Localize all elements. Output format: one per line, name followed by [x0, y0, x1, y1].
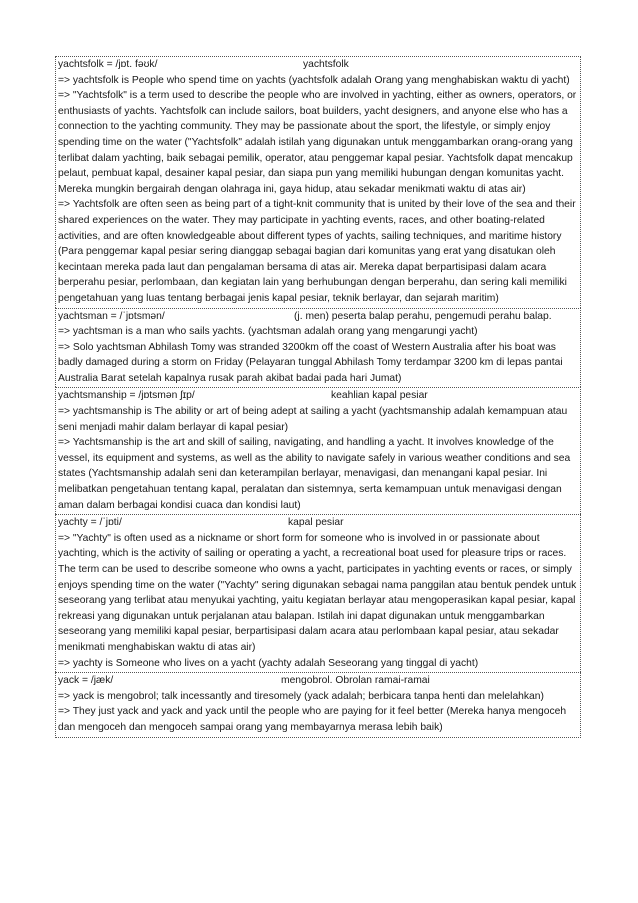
definition-paragraph: => "Yachtsfolk" is a term used to describe the people who are involved in yachting, either as owners, operators, or enthusiasts of yachts. Yachtsfolk can include sailors, boat builders, yacht designers, and anyone else who has a connection to the yachting community. They may be passionate about the sport, the lifestyle, or simply enjoy spending time on the water ("Yachtsfolk" adalah istilah yang digunakan untuk menggambarkan orang-orang yang terlibat dalam yachting, baik sebagai pemilik, operator, atau penggemar kapal pesiar. Yachtsfolk dapat mencakup pelaut, pembuat kapal, desainer kapal pesiar, dan siapa pun yang memiliki hubungan dengan komunitas yacht. Mereka mungkin bergairah dengan olahraga ini, gaya hidup, atau sekadar menikmati waktu di atas air): [58, 90, 577, 195]
translation: keahlian kapal pesiar: [331, 390, 428, 402]
definition-paragraph: => Yachtsfolk are often seen as being part of a tight-knit community that is united by their love of the sea and their shared experiences on the water. They may participate in yachting events, races, and other boating-related activities, and are often knowledgeable about different types of yachts, sailing techniques, and maritime history (Para penggemar kapal pesiar sering dianggap sebagai bagian dari komunitas yang erat yang disatukan oleh kecintaan mereka pada laut dan pengalaman bersama di atas air. Mereka dapat berpartisipasi dalam acara berperahu pesiar, perlombaan, dan kegiatan lain yang berhubungan dengan berperahu, dan sering kali memiliki pengetahuan yang luas tentang berbagai jenis kapal pesiar, teknik berlayar, dan sejarah maritim): [58, 199, 576, 304]
entry-yachtsfolk: [55, 56, 581, 308]
pronunciation: yachty = /ˈjɒti/: [58, 517, 122, 529]
translation: yachtsfolk: [303, 59, 349, 70]
dictionary-page: [55, 56, 581, 738]
entry-header: [58, 57, 579, 73]
definition-paragraph: => "Yachty" is often used as a nickname or short form for someone who is involved in or passionate about yachting, which is the activity of sailing or operating a yacht, a recreational boat used for pleasure trips or races. The term can be used to describe someone who owns a yacht, participates in yachting events or races, or simply enjoys spending time on the water ("Yachty" sering digunakan sebagai nama panggilan atau bentuk pendek untuk seseorang yang terlibat atau menyukai yachting, yaitu kegiatan berlayar atau mengoperasikan kapal pesiar, kapal rekreasi yang digunakan untuk perjalanan atau balapan. Istilah ini dapat digunakan untuk menggambarkan seseorang yang memiliki kapal pesiar, berpartisipasi dalam acara atau perlombaan kapal pesiar, atau sekadar menikmati menghabiskan waktu di atas air): [58, 532, 577, 653]
translation: mengobrol. Obrolan ramai-ramai: [281, 675, 430, 687]
entry-header: [58, 515, 579, 531]
entry-yack: [55, 672, 581, 737]
definition-paragraph: => yack is mengobrol; talk incessantly and tiresomely (yack adalah; berbicara tanpa henti dan melelahkan): [58, 690, 544, 702]
pronunciation: yachtsman = /ˈjɒtsmən/: [58, 310, 165, 322]
entry-yachtsmanship: [55, 387, 581, 514]
entry-yachty: [55, 514, 581, 672]
entry-header: [58, 673, 579, 689]
translation: (j. men) peserta balap perahu, pengemudi perahu balap.: [294, 310, 552, 322]
definition-paragraph: => Solo yachtsman Abhilash Tomy was stranded 3200km off the coast of Western Australia after his boat was badly damaged during a storm on Friday (Pelayaran tunggal Abhilash Tomy terdampar 3200 km di lepas pantai Australia Barat setelah kapalnya rusak parah akibat badai pada hari Jumat): [58, 341, 563, 384]
definition-paragraph: => yachtsmanship is The ability or art of being adept at sailing a yacht (yachtsmanship adalah kemampuan atau seni menjadi mahir dalam berlayar di kapal pesiar): [58, 406, 568, 433]
entry-yachtsman: [55, 308, 581, 388]
definition-paragraph: => Yachtsmanship is the art and skill of sailing, navigating, and handling a yacht. It involves knowledge of the vessel, its equipment and systems, as well as the ability to navigate safely in various weather conditions and sea states (Yachtsmanship adalah seni dan keterampilan berlayar, menavigasi, dan menangani kapal pesiar. Ini melibatkan pengetahuan tentang kapal, peralatan dan sistemnya, serta kemampuan untuk menavigasi dengan aman dalam berbagai kondisi cuaca dan kondisi laut): [58, 437, 571, 511]
entry-header: [58, 309, 579, 325]
definition-paragraph: => yachty is Someone who lives on a yacht (yachty adalah Seseorang yang tinggal di yacht): [58, 657, 479, 669]
definition-paragraph: => They just yack and yack and yack until the people who are paying for it feel better (Mereka hanya mengoceh dan mengoceh dan mengoceh sampai orang yang membayarnya merasa lebih baik): [58, 706, 567, 733]
translation: kapal pesiar: [288, 517, 344, 529]
entry-header: [58, 388, 579, 404]
pronunciation: yachtsfolk = /jɒt. fəʊk/: [58, 59, 158, 70]
pronunciation: yack = /jæk/: [58, 675, 114, 687]
definition-paragraph: => yachtsfolk is People who spend time on yachts (yachtsfolk adalah Orang yang menghabiskan waktu di yacht): [58, 74, 570, 86]
pronunciation: yachtsmanship = /jɒtsmən ʃɪp/: [58, 390, 195, 402]
definition-paragraph: => yachtsman is a man who sails yachts. (yachtsman adalah orang yang mengarungi yacht): [58, 326, 478, 338]
